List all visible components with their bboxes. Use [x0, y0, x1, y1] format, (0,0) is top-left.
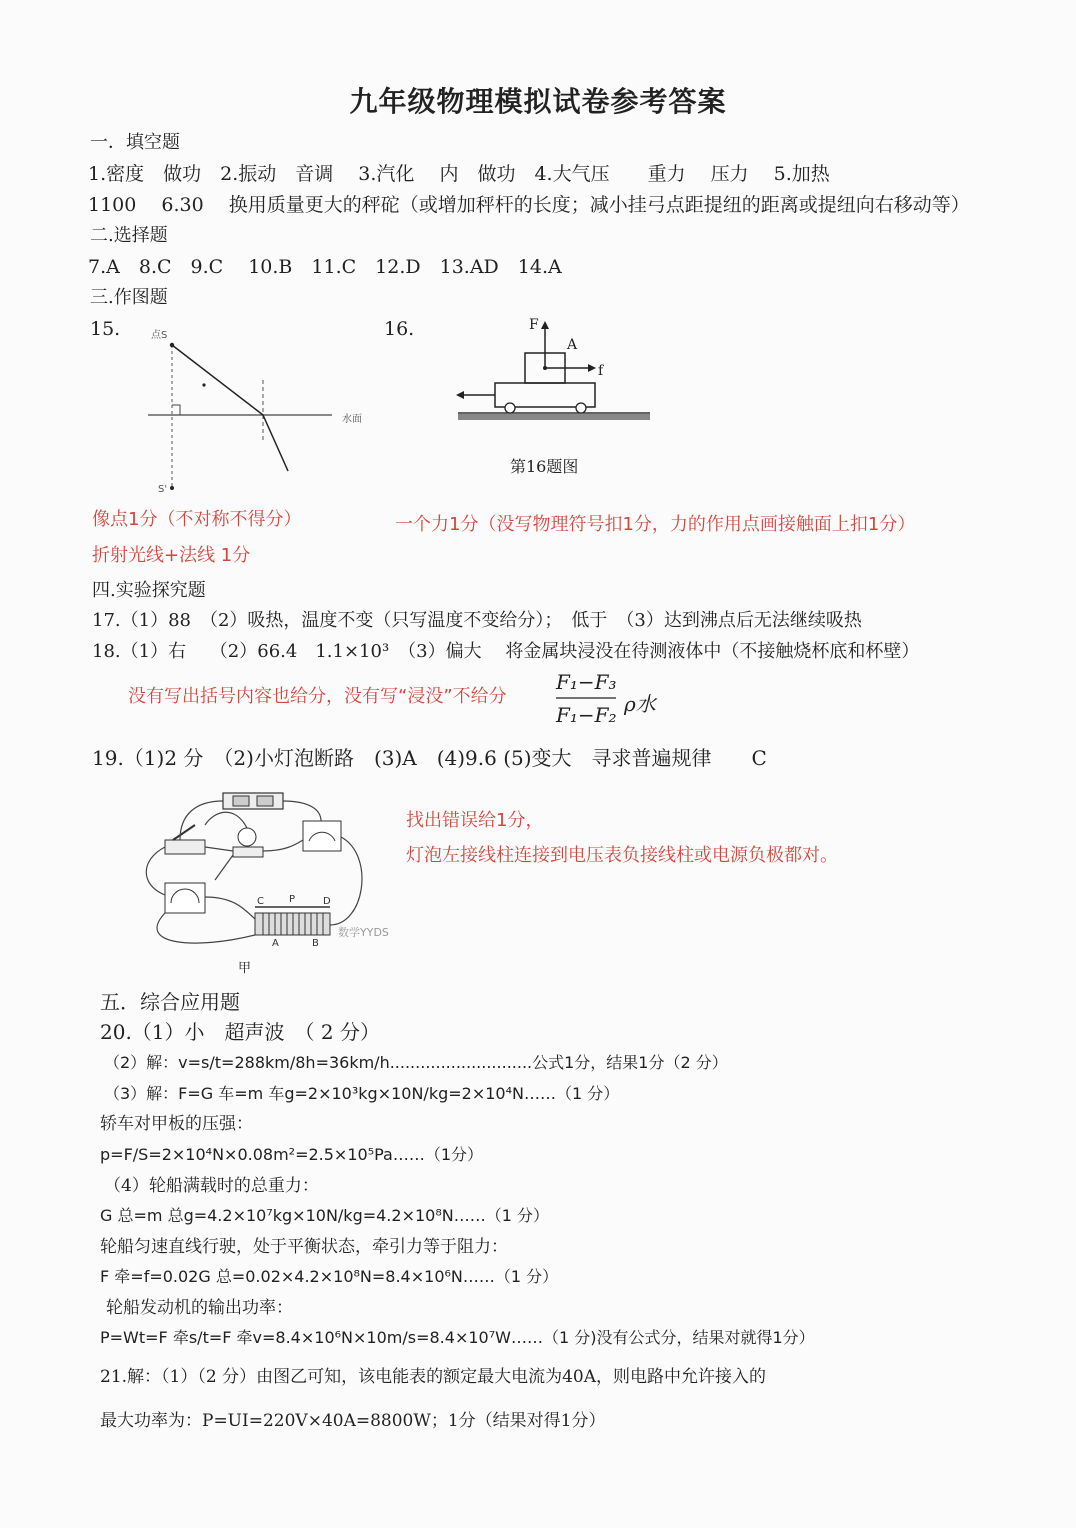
answer-line: P=Wt=F 牵s/t=F 牵v=8.4×10⁶N×10m/s=8.4×10⁷W……（1 分)没有公式分，结果对就得1分） — [100, 1328, 815, 1347]
figure-caption: 甲 — [238, 961, 252, 976]
answer-line: 21.解：（1）（2 分）由图乙可知，该电能表的额定最大电流为40A，则电路中允许接入的 — [100, 1367, 766, 1387]
answer-line: （2）解：v=s/t=288km/8h=36km/h............................公式1分，结果1分（2 分） — [104, 1053, 728, 1072]
figure-caption: 第16题图 — [510, 457, 579, 476]
fig15-label: 点S — [151, 330, 168, 341]
formula-denominator: F₁−F₂ — [556, 703, 617, 727]
answer-line: F 牵=f=0.02G 总=0.02×4.2×10⁸N=8.4×10⁶N……（1 分） — [100, 1267, 559, 1286]
question-number: 15. — [90, 318, 121, 340]
formula-numerator: F₁−F₃ — [556, 670, 617, 694]
page-title: 九年级物理模拟试卷参考答案 — [349, 85, 727, 118]
question-number: 16. — [384, 318, 415, 340]
fig15-label: S' — [158, 484, 168, 495]
grading-note: 没有写出括号内容也给分，没有写“浸没”不给分 — [128, 686, 507, 707]
grading-note: 灯泡左接线柱连接到电压表负接线柱或电源负极都对。 — [406, 845, 838, 866]
fig19-label: A — [272, 938, 279, 949]
answer-line: 20.（1）小 超声波 （ 2 分） — [100, 1020, 380, 1044]
answer-line: 最大功率为：P=UI=220V×40A=8800W；1分（结果对得1分） — [100, 1411, 606, 1431]
fig16-label: F — [529, 317, 539, 333]
grading-note: 像点1分（不对称不得分） — [92, 509, 302, 530]
grading-note: 折射光线+法线 1分 — [92, 545, 251, 566]
fig16-label: A — [567, 337, 578, 353]
answer-line: 轿车对甲板的压强： — [100, 1114, 253, 1134]
answer-line: 1.密度 做功 2.振动 音调 3.汽化 内 做功 4.大气压 重力 压力 5.加热 — [88, 163, 830, 185]
answer-line: 17.（1）88 （2）吸热，温度不变（只写温度不变给分）； 低于 （3）达到沸点后无法继续吸热 — [92, 610, 862, 631]
section-5-heading: 五．综合应用题 — [100, 990, 240, 1014]
section-1-heading: 一．填空题 — [90, 132, 180, 153]
answer-line: 19.（1)2 分 （2)小灯泡断路 (3)A (4)9.6 (5)变大 寻求普遍规律 C — [92, 746, 767, 770]
answer-line: 轮船发动机的输出功率： — [106, 1298, 293, 1318]
answer-line: 轮船匀速直线行驶，处于平衡状态，牵引力等于阻力： — [100, 1237, 508, 1257]
grading-note: 找出错误给1分， — [406, 810, 544, 831]
section-2-heading: 二.选择题 — [90, 225, 168, 246]
fig16-label: f — [598, 363, 604, 379]
fig19-label: B — [312, 938, 319, 949]
fig19-label: P — [289, 894, 296, 905]
section-3-heading: 三.作图题 — [90, 287, 168, 308]
answer-line: G 总=m 总g=4.2×10⁷kg×10N/kg=4.2×10⁸N……（1 分） — [100, 1206, 549, 1225]
answer-line: 1100 6.30 换用质量更大的秤砣（或增加秤杆的长度；减小挂弓点距提纽的距离或提纽向右移动等） — [88, 194, 970, 216]
answer-line: p=F/S=2×10⁴N×0.08m²=2.5×10⁵Pa……（1分） — [100, 1145, 484, 1164]
figure-16-force-diagram — [450, 315, 660, 435]
fraction-bar — [556, 697, 618, 701]
fig19-label: D — [323, 896, 331, 907]
answer-line: 18.（1）右 （2）66.4 1.1×10³ （3）偏大 将金属块浸没在待测液体中（不接触烧杯底和杯壁） — [92, 641, 920, 662]
fig15-label: 水面 — [342, 414, 362, 425]
section-4-heading: 四.实验探究题 — [92, 580, 206, 601]
grading-note: 一个力1分（没写物理符号扣1分，力的作用点画接触面上扣1分） — [395, 514, 916, 535]
watermark-text: 数学YYDS — [338, 926, 389, 939]
answer-line: （4）轮船满载时的总重力： — [104, 1176, 319, 1196]
answer-line: 7.A 8.C 9.C 10.B 11.C 12.D 13.AD 14.A — [88, 256, 562, 278]
answer-line: （3）解：F=G 车=m 车g=2×10³kg×10N/kg=2×10⁴N……（1 分） — [104, 1084, 620, 1103]
formula-density: ρ水 — [624, 692, 656, 716]
fig19-label: C — [257, 896, 264, 907]
